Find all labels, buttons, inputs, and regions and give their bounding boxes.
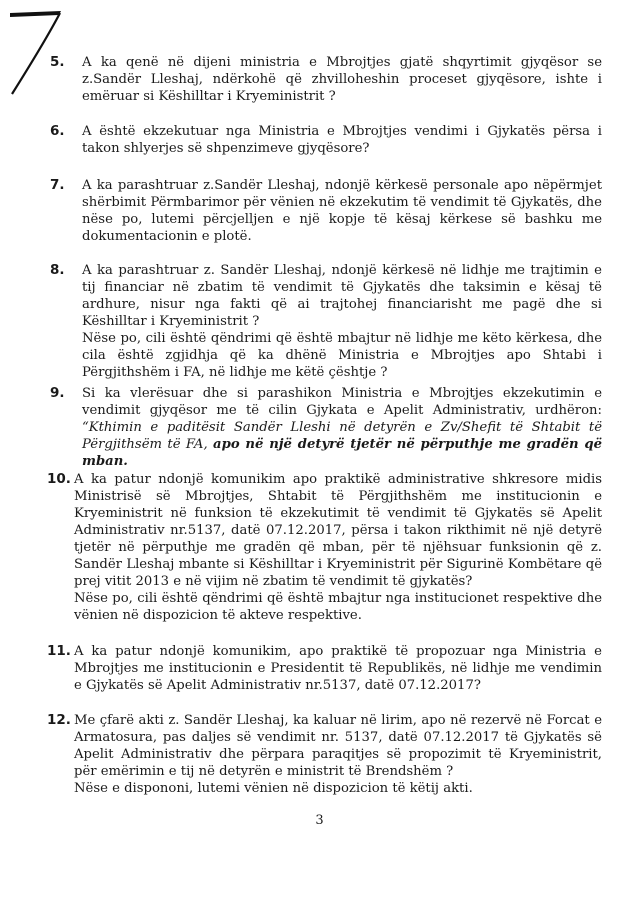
question-11 [46,643,602,694]
question-8 [46,262,602,381]
question-text: A ka patur ndonjë komunikim, apo praktikë të propozuar nga Ministria e Mbrojtjes me institucionin e Presidentit të Republikës, në lidhje me vendimin e Gjykatës së Apelit Administrativ nr.5137, datë 07.12.2017? [74,644,602,693]
question-7 [46,177,602,245]
question-text [82,385,602,470]
page-number: 3 [315,813,324,828]
question-5 [46,54,602,105]
question-text: Me çfarë akti z. Sandër Lleshaj, ka kaluar në lirim, apo në rezervë në Forcat e Armatosura, pas daljes së vendimit nr. 5137, datë 07.12.2017 të Gjykatës së Apelit Administrativ dhe përpara paraqitjes së propozimit të Kryeministrit, për emërimin e tij në detyrën e ministrit të Brendshëm ? [74,713,602,779]
question-number: 12. [47,712,71,728]
question-number: 9. [50,385,65,401]
question-number: 6. [50,123,65,139]
question-number: 10. [47,471,71,487]
court-order-emphasis: apo në një detyrë tjetër në përputhje me gradën që mban. [82,437,602,469]
question-number: 11. [47,643,71,659]
question-text: A ka parashtruar z. Sandër Lleshaj, ndonjë kërkesë në lidhje me trajtimin e tij financiar në zbatim të vendimit të Gjykatës dhe taksimin e kësaj të ardhure, nisur nga fakti që ai trajtohej financiarisht me pagë dhe si Këshilltar i Kryeministrit ? [82,263,602,329]
question-followup: Nëse po, cili është qëndrimi që është mbajtur nga institucionet respektive dhe vënien në dispozicion të akteve respektive. [74,591,602,623]
question-followup: Nëse po, cili është qëndrimi që është mbajtur në lidhje me këto kërkesa, dhe cila është zgjidhja që ka dhënë Ministria e Mbrojtjes apo Shtabi i Përgjithshëm i FA, në lidhje me këtë çështje ? [82,331,602,380]
question-6 [46,123,602,157]
question-text: A ka qenë në dijeni ministria e Mbrojtjes gjatë shqyrtimit gjyqësor se z.Sandër Lleshaj, ndërkohë që zhvilloheshin proceset gjyqësore, ishte i emëruar si Këshilltar i Kryeministrit ? [82,55,602,104]
question-text: A ka parashtruar z.Sandër Lleshaj, ndonjë kërkesë personale apo nëpërmjet shërbimit Përmbarimor për vënien në ekzekutim të vendimit të Gjykatës, dhe nëse po, lutemi përcjelljen e një kopje të kësaj kërkese së bashku me dokumentacionin e plotë. [82,178,602,244]
question-9 [46,385,602,470]
court-order-quote: “Kthimin e paditësit Sandër Lleshi në detyrën e Zv/Shefit të Shtabit të Përgjithsëm të FA, [82,420,602,452]
question-text: A është ekzekutuar nga Ministria e Mbrojtjes vendimi i Gjykatës përsa i takon shlyerjes së shpenzimeve gjyqësore? [82,124,602,156]
question-text: A ka patur ndonjë komunikim apo praktikë administrative shkresore midis Ministrisë së Mbrojtjes, Shtabit të Përgjithshëm me institucionin e Kryeministrit në funksion të ekzekutimit të vendimit të Gjykatës së Apelit Administrativ nr.5137, datë 07.12.2017, përsa i takon rikthimit në një detyrë tjetër në përputhje me gradën që mban, për të njëhsuar funksionin që z. Sandër Lleshaj mbante si Këshilltar i Kryeministrit për Sigurinë Kombëtare që prej vitit 2013 e në vijim në zbatim të vendimit të gjykatës? [74,472,602,589]
question-12 [46,712,602,797]
question-text-plain: Si ka vlerësuar dhe si parashikon Ministria e Mbrojtjes ekzekutimin e vendimit gjyqësor me të cilin Gjykata e Apelit Administrativ, urdhëron: [82,386,602,418]
question-followup: Nëse e dispononi, lutemi vënien në dispozicion të këtij akti. [74,781,473,796]
question-number: 8. [50,262,65,278]
question-number: 7. [50,177,65,193]
question-10 [46,471,602,624]
question-number: 5. [50,54,65,70]
